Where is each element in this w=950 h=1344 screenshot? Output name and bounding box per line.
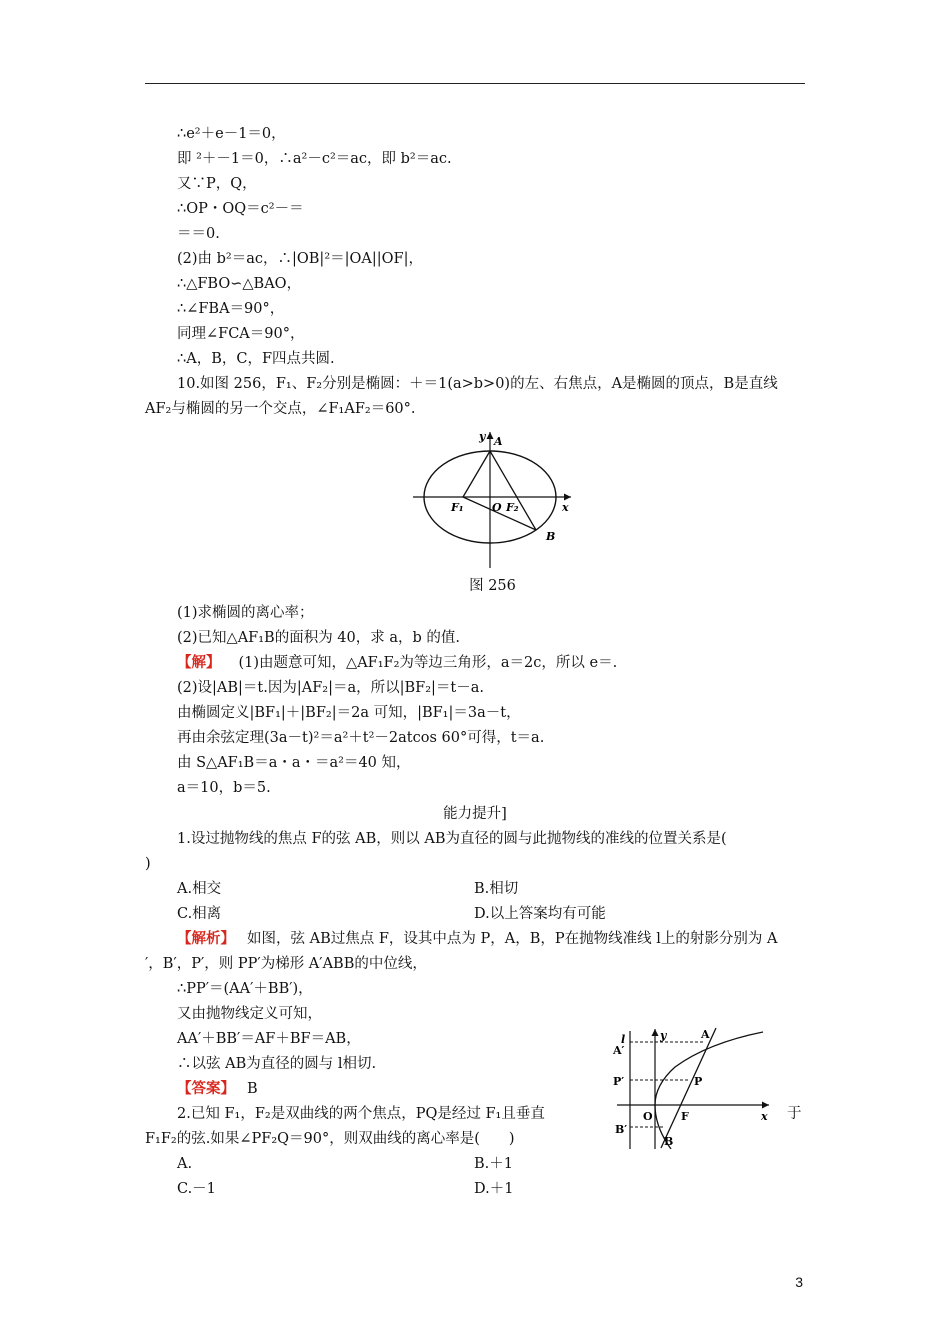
text-line: ＝＝0.	[177, 226, 220, 242]
label-y: y	[660, 1029, 667, 1042]
problem-1-stem-cont: )	[145, 856, 151, 872]
label-a: A	[701, 1028, 710, 1041]
problem-2-stem: 2.已知 F₁，F₂是双曲线的两个焦点，PQ是经过 F₁且垂直	[177, 1106, 545, 1122]
option-a: A.相交	[177, 881, 222, 897]
analysis-line	[177, 929, 777, 949]
label-a: A	[494, 435, 503, 448]
label-p: P	[694, 1075, 703, 1088]
problem-2-stem-tail: 于	[787, 1106, 802, 1122]
figure-caption: 图 256	[469, 578, 516, 594]
solution-text: (1)由题意可知，△AF₁F₂为等边三角形，a＝2c，所以 e＝.	[238, 655, 618, 671]
solution-line: a＝10，b＝5.	[177, 780, 271, 796]
parabola-figure	[603, 1027, 781, 1149]
option-c: C.相离	[177, 906, 222, 922]
solution-tag: 【解】	[177, 654, 221, 671]
analysis-line: ∴以弦 AB为直径的圆与 l相切.	[177, 1056, 377, 1072]
text-line: 即 ²＋－1＝0，∴a²－c²＝ac，即 b²＝ac.	[177, 151, 452, 167]
text-line: ∴A，B，C，F四点共圆.	[177, 351, 335, 367]
section-title: 能力提升]	[443, 806, 507, 822]
label-a-prime: A′	[613, 1044, 625, 1057]
segment-af1	[463, 451, 490, 497]
parabola-curve	[655, 1032, 763, 1149]
label-b: B	[664, 1135, 674, 1148]
label-f1: F₁	[451, 501, 464, 514]
label-y: y	[479, 430, 486, 443]
text-line: (2)由 b²＝ac，∴|OB|²＝|OA||OF|，	[177, 251, 423, 267]
label-o: O	[492, 501, 502, 514]
text-line: ∴∠FBA＝90°，	[177, 301, 285, 317]
problem-10-stem: 10.如图 256，F₁、F₂分别是椭圆：＋＝1(a>b>0)的左、右焦点，A是椭圆的顶点，B是直线	[177, 376, 778, 392]
question-2: (2)已知△AF₁B的面积为 40，求 a，b 的值.	[177, 630, 461, 646]
option-d: D.＋1	[474, 1181, 514, 1197]
ellipse-figure	[405, 422, 580, 572]
label-b-prime: B′	[615, 1123, 628, 1136]
problem-2-stem-cont: F₁F₂的弦.如果∠PF₂Q＝90°，则双曲线的离心率是( )	[145, 1131, 515, 1147]
solution-line: (2)设|AB|＝t.因为|AF₂|＝a，所以|BF₂|＝t－a.	[177, 680, 485, 696]
solution-line: 再由余弦定理(3a－t)²＝a²＋t²－2atcos 60°可得，t＝a.	[177, 730, 545, 746]
option-b: B.相切	[474, 881, 519, 897]
label-l: l	[621, 1033, 626, 1046]
label-o: O	[643, 1110, 653, 1123]
option-d: D.以上答案均有可能	[474, 906, 606, 922]
analysis-text: 如图，弦 AB过焦点 F，设其中点为 P，A，B，P在抛物线准线 l上的射影分别为 A	[247, 931, 778, 947]
solution-line	[177, 653, 617, 673]
segment-ab	[490, 451, 536, 530]
label-f: F	[681, 1110, 689, 1123]
header-rule	[145, 83, 805, 84]
analysis-line: 又由抛物线定义可知，	[177, 1006, 322, 1022]
page-number: 3	[795, 1274, 803, 1290]
text-line: 同理∠FCA＝90°，	[177, 326, 305, 342]
solution-line: 由 S△AF₁B＝a・a・＝a²＝40 知，	[177, 755, 411, 771]
question-1: (1)求椭圆的离心率；	[177, 605, 314, 621]
solution-line: 由椭圆定义|BF₁|＋|BF₂|＝2a 可知，|BF₁|＝3a－t，	[177, 705, 521, 721]
answer-line	[177, 1079, 258, 1099]
option-a: A.	[177, 1156, 193, 1172]
label-x: x	[761, 1110, 768, 1123]
text-line: ∴OP・OQ＝c²－＝	[177, 201, 304, 217]
label-p-prime: P′	[613, 1075, 625, 1088]
problem-10-stem-cont: AF₂与椭圆的另一个交点，∠F₁AF₂＝60°.	[145, 401, 416, 417]
label-x: x	[562, 501, 569, 514]
text-line: ∴e²＋e－1＝0，	[177, 126, 286, 142]
analysis-line: ′，B′，P′，则 PP′为梯形 A′ABB的中位线，	[145, 956, 427, 972]
analysis-line: AA′＋BB′＝AF＋BF＝AB，	[177, 1031, 361, 1047]
label-b: B	[546, 530, 556, 543]
problem-1-stem: 1.设过抛物线的焦点 F的弦 AB，则以 AB为直径的圆与此抛物线的准线的位置关系是(	[177, 831, 727, 847]
text-line: 又∵P，Q，	[177, 176, 257, 192]
label-f2: F₂	[506, 501, 519, 514]
answer-value: B	[247, 1081, 258, 1097]
chord-ab	[661, 1028, 716, 1148]
answer-tag: 【答案】	[177, 1080, 235, 1097]
analysis-tag: 【解析】	[177, 930, 235, 947]
analysis-line: ∴PP′＝(AA′＋BB′)，	[177, 981, 313, 997]
option-c: C.－1	[177, 1181, 216, 1197]
text-line: ∴△FBO∽△BAO，	[177, 276, 302, 292]
option-b: B.＋1	[474, 1156, 513, 1172]
